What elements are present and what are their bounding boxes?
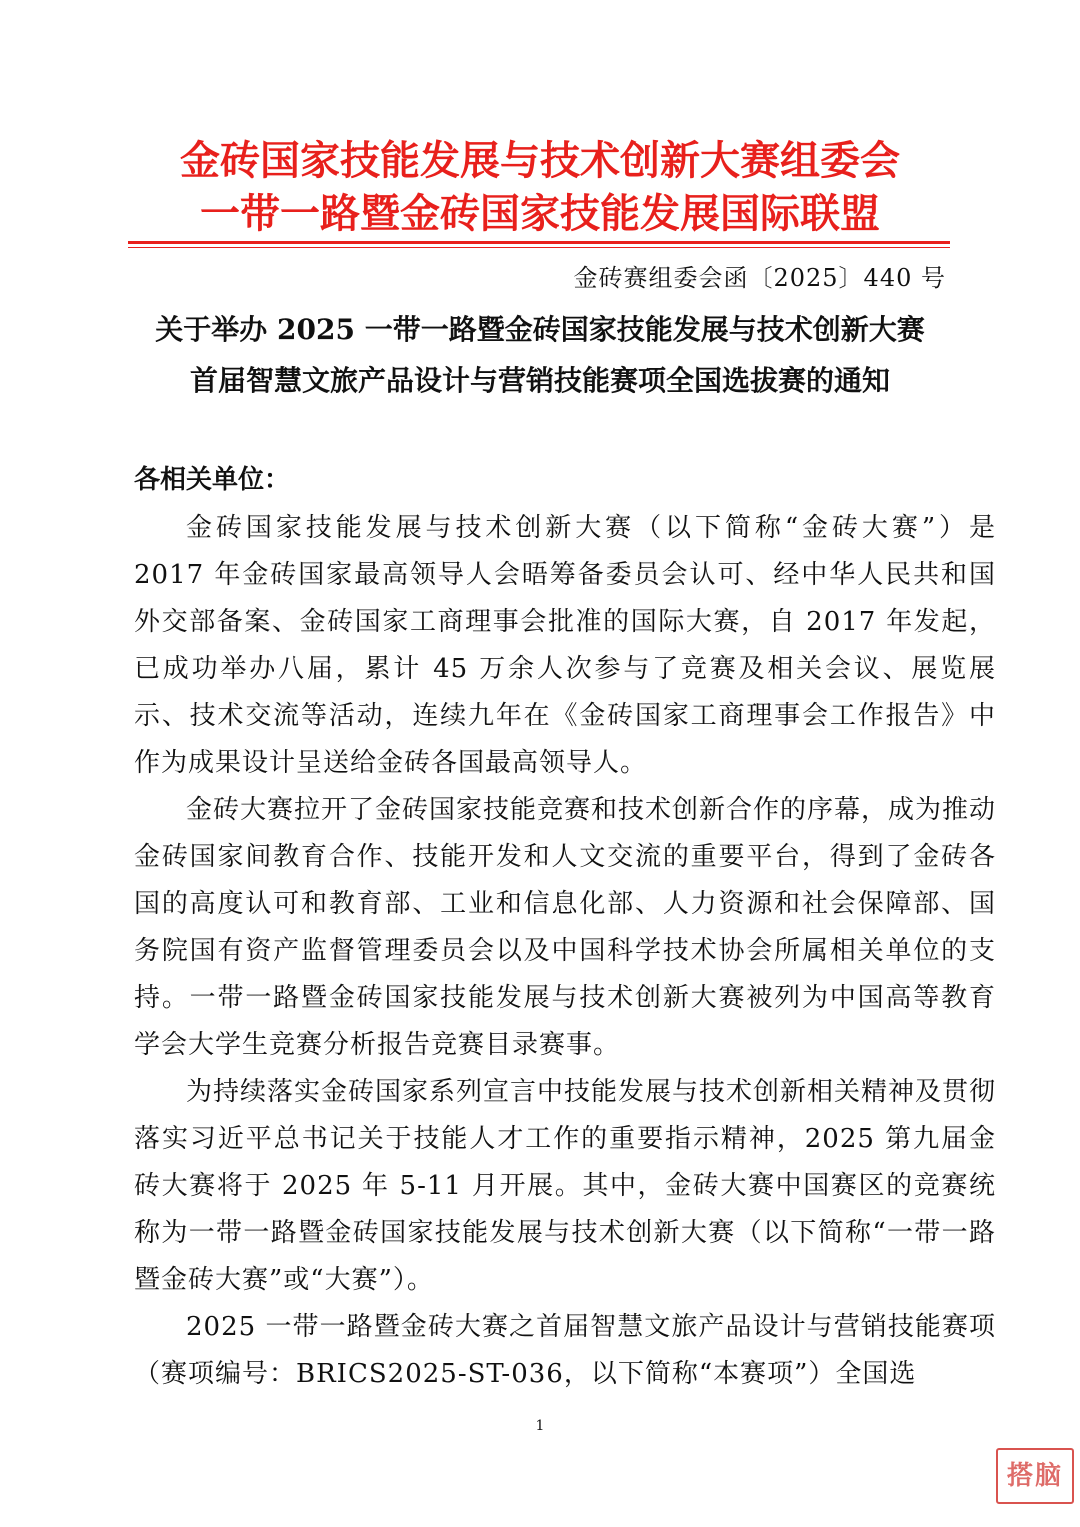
notice-title-line-1: 关于举办 2025 一带一路暨金砖国家技能发展与技术创新大赛	[155, 313, 925, 346]
body-paragraph-1: 金砖国家技能发展与技术创新大赛（以下简称“金砖大赛”）是 2017 年金砖国家最高领导人会晤筹备委员会认可、经中华人民共和国外交部备案、金砖国家工商理事会批准的国际大赛，自 2017 年发起，已成功举办八届，累计 45 万余人次参与了竞赛及相关会议、展览展示、技术交流等活动，连续九年在《金砖国家工商理事会工作报告》中作为成果设计呈送给金砖各国最高领导人。	[134, 513, 996, 778]
stamp-text: 搭脑	[1006, 1461, 1063, 1491]
body-paragraph-3: 为持续落实金砖国家系列宣言中技能发展与技术创新相关精神及贯彻落实习近平总书记关于技能人才工作的重要指示精神，2025 第九届金砖大赛将于 2025 年 5-11 月开展。其中，金砖大赛中国赛区的竞赛统称为一带一路暨金砖国家技能发展与技术创新大赛（以下简称“一带一路暨金砖大赛”或“大赛”）。	[134, 1077, 997, 1295]
body-text	[134, 505, 996, 1398]
page-number: 1	[535, 1418, 545, 1434]
issuer-line-2: 一带一路暨金砖国家技能发展国际联盟	[200, 191, 880, 237]
issuer-line-1: 金砖国家技能发展与技术创新大赛组委会	[180, 138, 900, 184]
document-number: 金砖赛组委会函〔2025〕440 号	[573, 264, 946, 292]
salutation: 各相关单位：	[134, 465, 291, 495]
notice-title-line-2: 首届智慧文旅产品设计与营销技能赛项全国选拔赛的通知	[189, 364, 890, 397]
red-header-rule-thick	[128, 241, 950, 244]
red-header-rule-thin	[128, 247, 950, 248]
body-paragraph-2: 金砖大赛拉开了金砖国家技能竞赛和技术创新合作的序幕，成为推动金砖国家间教育合作、技能开发和人文交流的重要平台，得到了金砖各国的高度认可和教育部、工业和信息化部、人力资源和社会保障部、国务院国有资产监督管理委员会以及中国科学技术协会所属相关单位的支持。一带一路暨金砖国家技能发展与技术创新大赛被列为中国高等教育学会大学生竞赛分析报告竞赛目录赛事。	[134, 795, 997, 1060]
watermark-stamp	[996, 1448, 1074, 1504]
body-paragraph-4: 2025 一带一路暨金砖大赛之首届智慧文旅产品设计与营销技能赛项（赛项编号：BRICS2025-ST-036，以下简称“本赛项”）全国选	[134, 1312, 996, 1389]
